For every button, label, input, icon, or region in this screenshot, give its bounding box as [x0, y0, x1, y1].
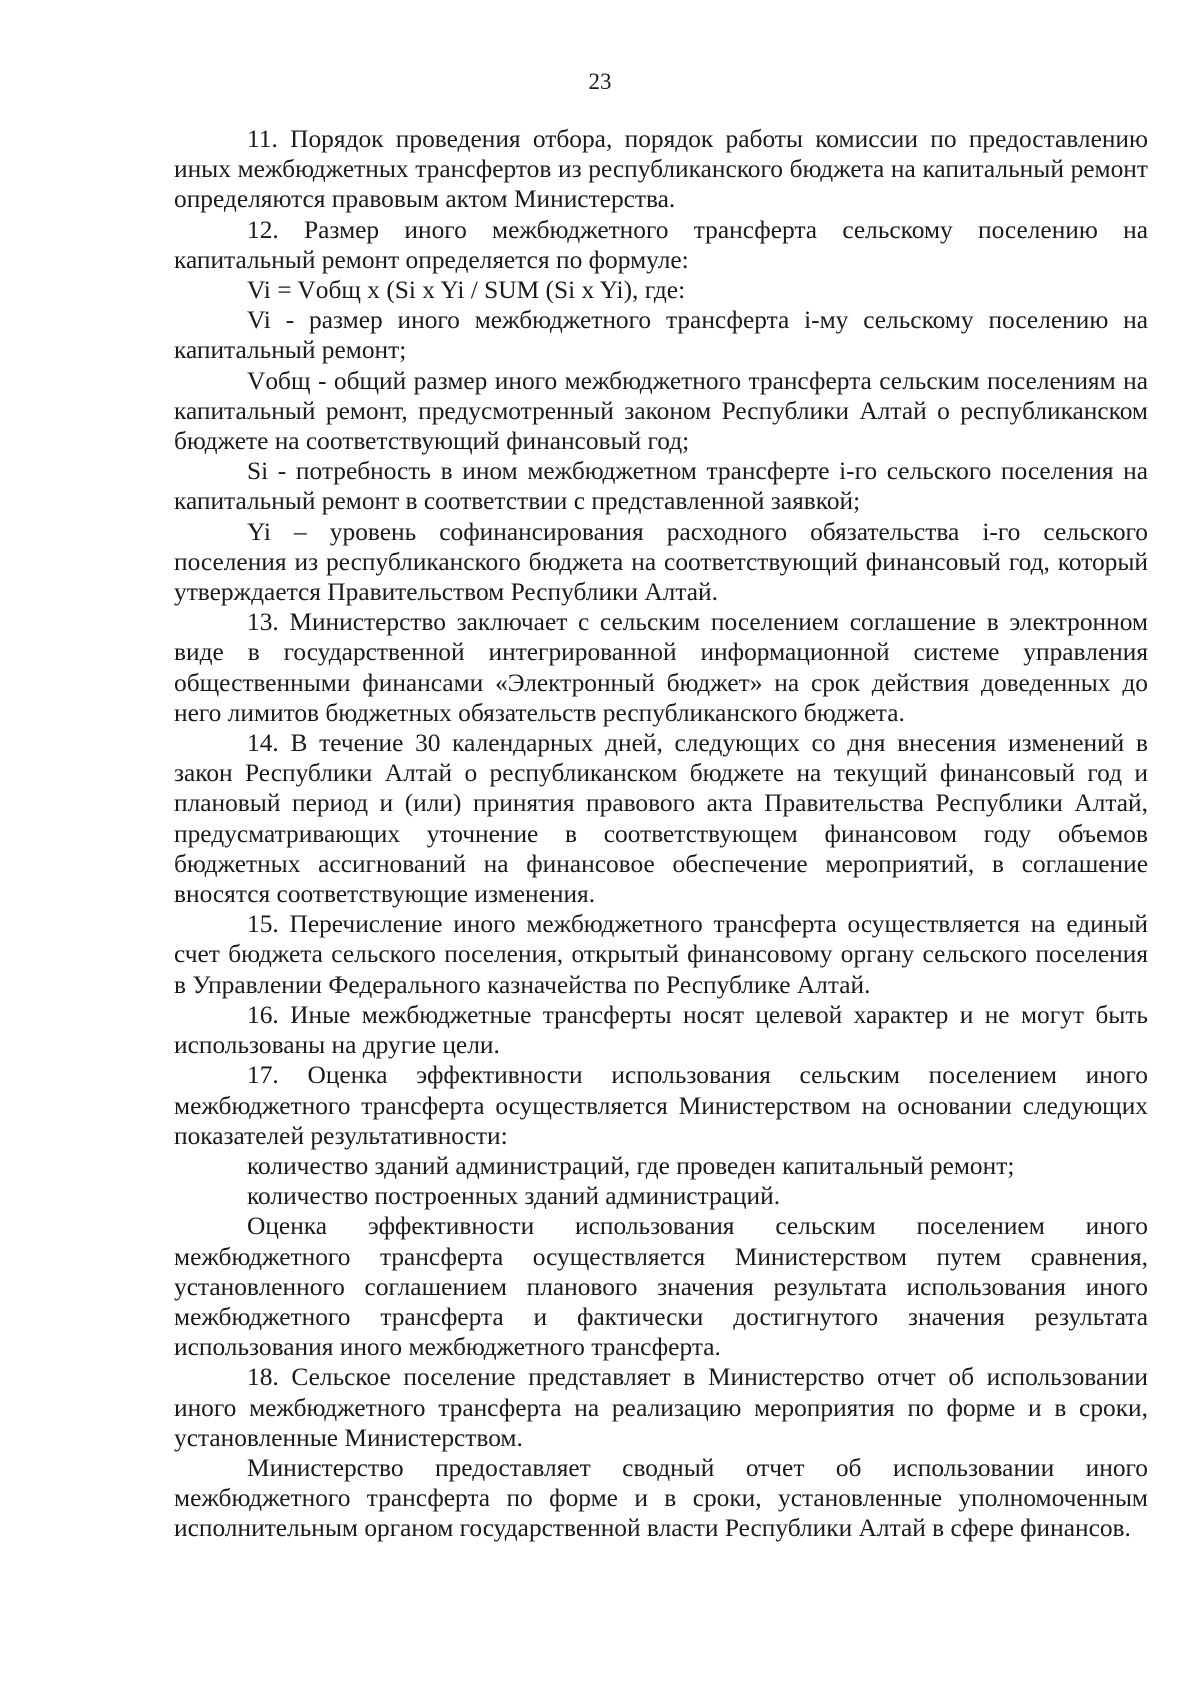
paragraph-18-report: 18. Сельское поселение представляет в Министерство отчет об использовании иного межбюджетного трансферта на реализацию мероприятия по форме и в сроки, установленные Министерством. — [174, 1363, 1148, 1452]
page-number: 23 — [588, 69, 612, 94]
indicator-built-buildings: количество построенных зданий администраций. — [247, 1182, 781, 1211]
paragraph-efficiency-evaluation: Оценка эффективности использования сельским поселением иного межбюджетного трансферта осуществляется Министерством путем сравнения, установленного соглашением планового значения результата использования иного межбюджетного трансферта и фактически достигнутого значения результата использования иного межбюджетного трансферта. — [174, 1212, 1148, 1362]
paragraph-15-transfer: 15. Перечисление иного межбюджетного трансферта осуществляется на единый счет бюджета сельского поселения, открытый финансовому органу сельского поселения в Управлении Федерального казначейства по Республике Алтай. — [174, 910, 1148, 999]
paragraph-16-target-use: 16. Иные межбюджетные трансферты носят целевой характер и не могут быть использованы на другие цели. — [174, 1000, 1148, 1060]
document-body — [174, 124, 1148, 1544]
paragraph-14-amendments: 14. В течение 30 календарных дней, следующих со дня внесения изменений в закон Республики Алтай о республиканском бюджете на текущий финансовый год и плановый период и (или) принятия правового акта Правительства Республики Алтай, предусматривающих уточнение в соответствующем финансовом году объемов бюджетных ассигнований на финансовое обеспечение мероприятий, в соглашение вносятся соответствующие изменения. — [174, 729, 1148, 909]
definition-vi: Vi - размер иного межбюджетного трансферта i-му сельскому поселению на капитальный ремонт; — [174, 306, 1148, 365]
indicator-repaired-buildings: количество зданий администраций, где проведен капитальный ремонт; — [247, 1151, 1015, 1180]
paragraph-12-transfer-size: 12. Размер иного межбюджетного трансферта сельскому поселению на капитальный ремонт определяется по формуле: — [174, 215, 1148, 274]
definition-si: Si - потребность в ином межбюджетном трансферте i-го сельского поселения на капитальный ремонт в соответствии с представленной заявкой; — [174, 457, 1148, 516]
formula-line: Vi = Vобщ x (Si x Yi / SUM (Si x Yi), где: — [247, 276, 686, 305]
paragraph-11-selection-procedure: 11. Порядок проведения отбора, порядок работы комиссии по предоставлению иных межбюджетных трансфертов из республиканского бюджета на капитальный ремонт определяются правовым актом Министерства. — [174, 125, 1148, 214]
definition-vtotal: Vобщ - общий размер иного межбюджетного трансферта сельским поселениям на капитальный ремонт, предусмотренный законом Республики Алтай о республиканском бюджете на соответствующий финансовый год; — [174, 366, 1148, 456]
paragraph-13-agreement: 13. Министерство заключает с сельским поселением соглашение в электронном виде в государственной интегрированной информационной системе управления общественными финансами «Электронный бюджет» на срок действия доведенных до него лимитов бюджетных обязательств республиканского бюджета. — [174, 608, 1148, 727]
paragraph-17-efficiency: 17. Оценка эффективности использования сельским поселением иного межбюджетного трансферта осуществляется Министерством на основании следующих показателей результативности: — [174, 1061, 1148, 1150]
paragraph-summary-report: Министерство предоставляет сводный отчет об использовании иного межбюджетного трансферта по форме и в сроки, установленные уполномоченным исполнительным органом государственной власти Республики Алтай в сфере финансов. — [174, 1453, 1148, 1543]
definition-yi: Yi – уровень софинансирования расходного обязательства i-го сельского поселения из республиканского бюджета на соответствующий финансовый год, который утверждается Правительством Республики Алтай. — [174, 517, 1148, 607]
